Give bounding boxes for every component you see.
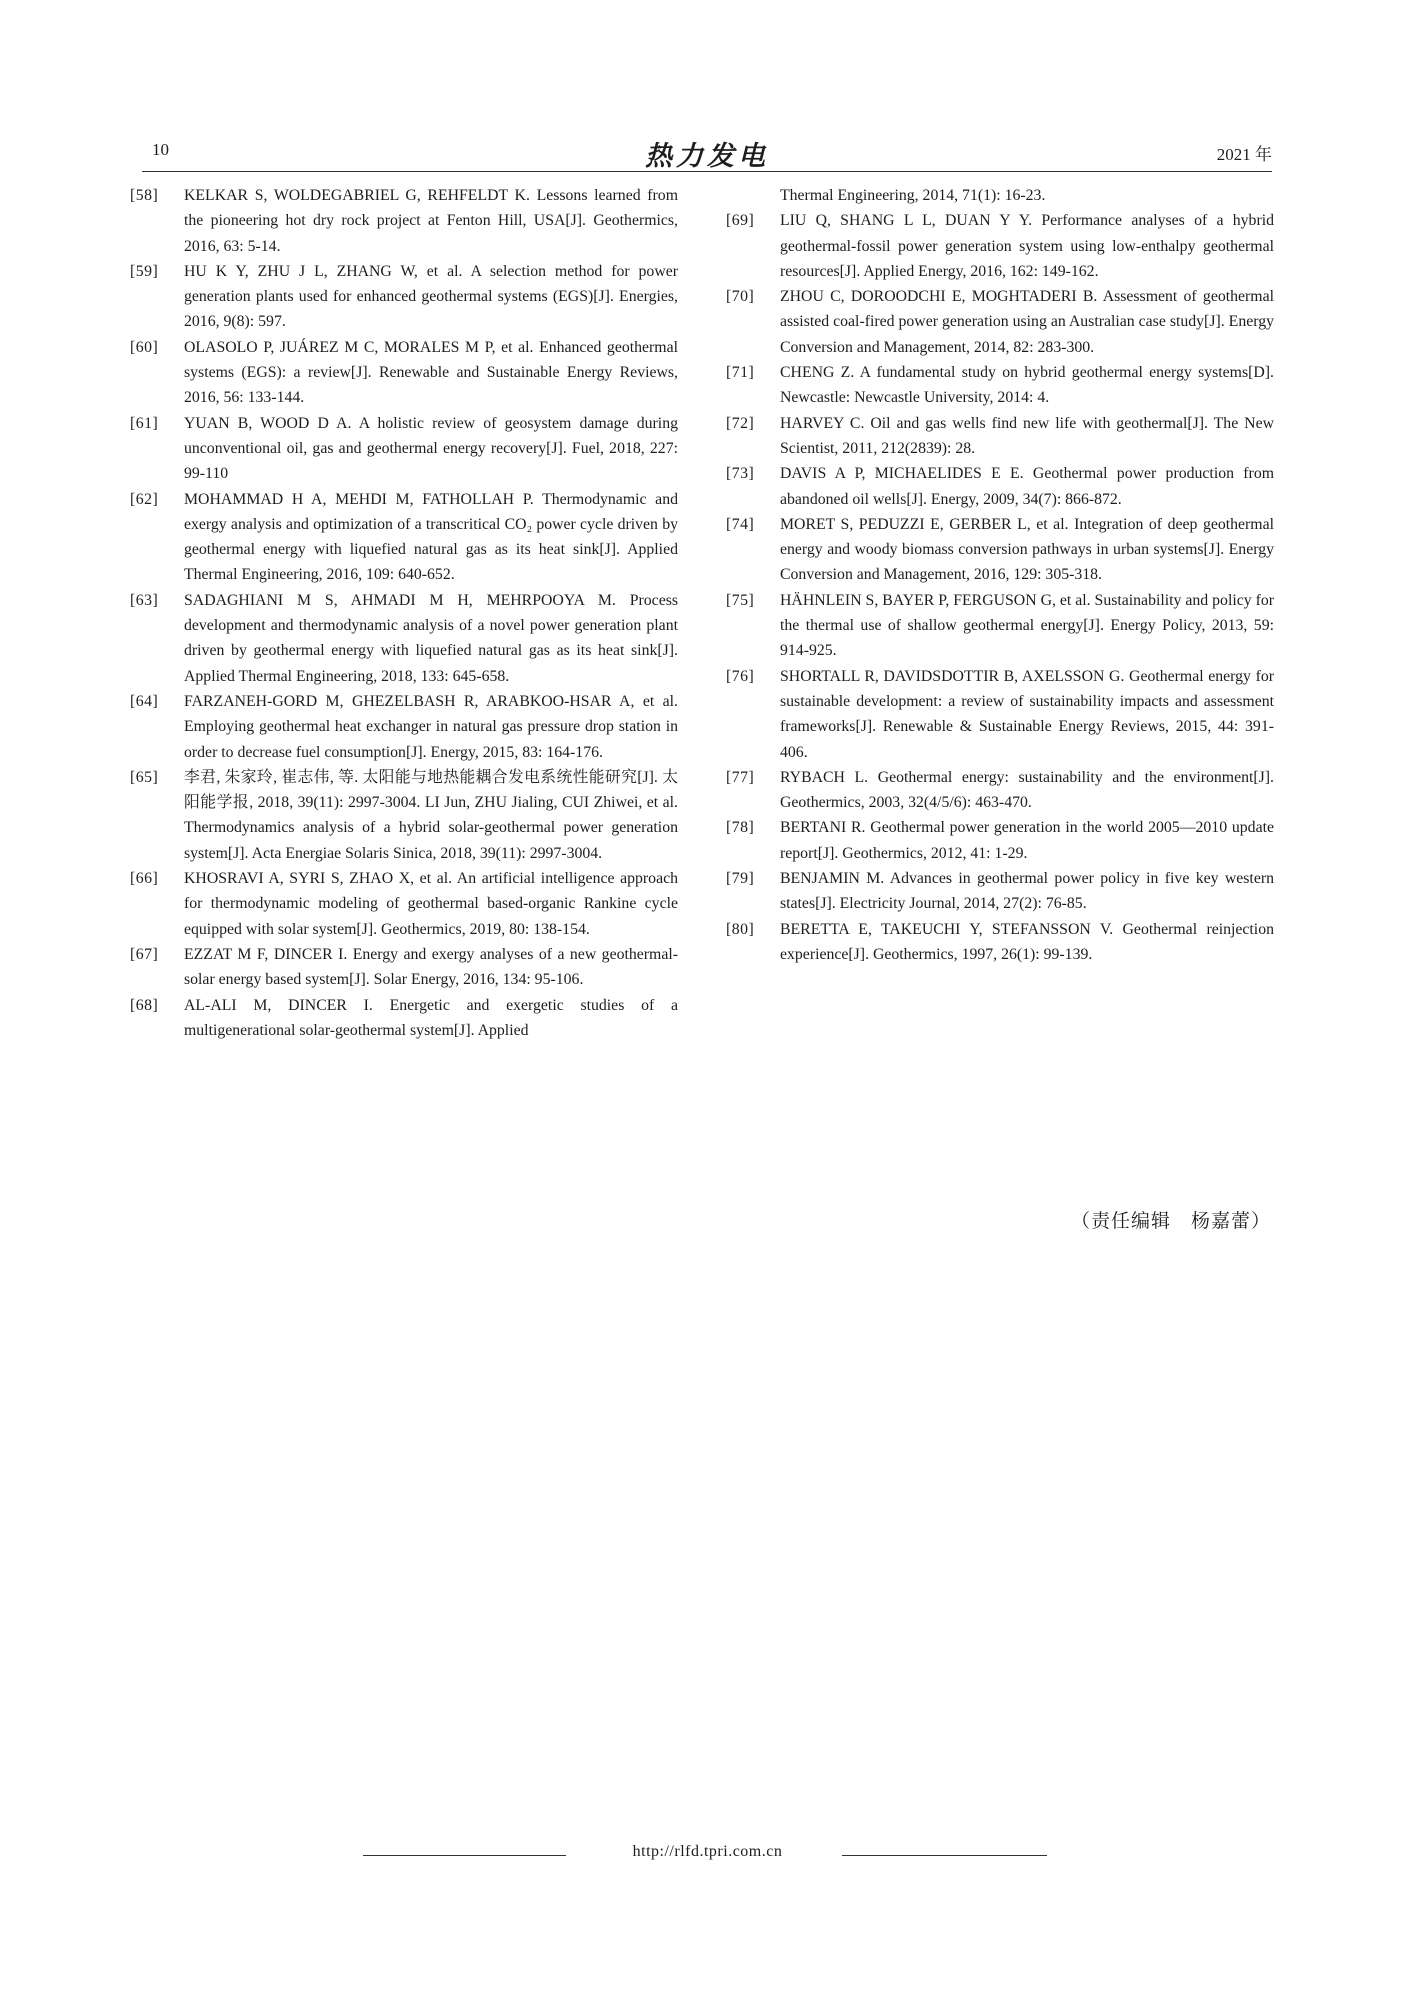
reference-item (726, 588, 1274, 664)
reference-number: [72] (726, 414, 755, 432)
reference-text: BENJAMIN M. Advances in geothermal power policy in five key western states[J]. Electricity Journal, 2014, 27(2): 76-85. (780, 870, 1274, 913)
reference-item (130, 335, 678, 411)
reference-text: HU K Y, ZHU J L, ZHANG W, et al. A selection method for power generation plants used for enhanced geothermal systems (EGS)[J]. Energies, 2016, 9(8): 597. (184, 262, 678, 331)
reference-text: CHENG Z. A fundamental study on hybrid geothermal energy systems[D]. Newcastle: Newcastle University, 2014: 4. (780, 364, 1274, 407)
reference-item (726, 664, 1274, 765)
reference-text: BERETTA E, TAKEUCHI Y, STEFANSSON V. Geothermal reinjection experience[J]. Geothermics, 1997, 26(1): 99-139. (780, 920, 1274, 963)
reference-text: HÄHNLEIN S, BAYER P, FERGUSON G, et al. Sustainability and policy for the thermal use of shallow geothermal energy[J]. Energy Policy, 2013, 59: 914-925. (780, 591, 1274, 660)
reference-item (726, 208, 1274, 284)
reference-number: [64] (130, 692, 159, 710)
reference-text: KHOSRAVI A, SYRI S, ZHAO X, et al. An artificial intelligence approach for thermodynamic modeling of geothermal based-organic Rankine cycle equipped with solar system[J]. Geothermics, 2019, 80: 138-154. (184, 870, 678, 938)
reference-number: [65] (130, 768, 159, 786)
reference-number: [75] (726, 591, 755, 609)
reference-continuation (726, 183, 1274, 208)
reference-text: DAVIS A P, MICHAELIDES E E. Geothermal power production from abandoned oil wells[J]. Energy, 2009, 34(7): 866-872. (780, 465, 1274, 508)
reference-number: [68] (130, 996, 159, 1014)
issue-year: 2021 年 (1216, 145, 1272, 164)
reference-number: [59] (130, 262, 159, 280)
reference-number: [62] (130, 490, 159, 508)
reference-number: [71] (726, 364, 755, 382)
reference-number: [76] (726, 667, 755, 685)
reference-number: [74] (726, 515, 755, 533)
reference-item (130, 765, 678, 866)
reference-text: 李君, 朱家玲, 崔志伟, 等. 太阳能与地热能耦合发电系统性能研究[J]. 太阳能学报, 2018, 39(11): 2997-3004. LI Jun, ZHU Jialing, CUI Zhiwei, et al. Thermodynamics analysis of a hybrid solar-geothermal power generation system[J]. Acta Energiae Solaris Sinica, 2018, 39(11): 2997-3004. (184, 768, 678, 862)
reference-item (130, 259, 678, 335)
reference-number: [69] (726, 212, 755, 230)
reference-text: Thermal Engineering, 2014, 71(1): 16-23. (780, 187, 1046, 204)
reference-number: [78] (726, 819, 755, 837)
reference-number: [80] (726, 920, 755, 938)
reference-item (726, 411, 1274, 462)
reference-item (726, 917, 1274, 968)
reference-number: [60] (130, 338, 159, 356)
reference-text: AL-ALI M, DINCER I. Energetic and exergetic studies of a multigenerational solar-geothermal system[J]. Applied (184, 996, 678, 1039)
reference-text: SADAGHIANI M S, AHMADI M H, MEHRPOOYA M. Process development and thermodynamic analysis of a novel power generation plant driven by geothermal energy with liquefied natural gas as its heat sink[J]. Applied Thermal Engineering, 2018, 133: 645-658. (184, 591, 678, 685)
reference-number: [79] (726, 870, 755, 888)
reference-number: [67] (130, 945, 159, 963)
reference-number: [63] (130, 591, 159, 609)
reference-number: [70] (726, 288, 755, 306)
reference-item (130, 942, 678, 993)
reference-text: MOHAMMAD H A, MEHDI M, FATHOLLAH P. Thermodynamic and exergy analysis and optimization of a transcritical CO₂ power cycle driven by geothermal energy with liquefied natural gas as its heat sink[J]. Applied Thermal Engineering, 2016, 109: 640-652. (184, 490, 678, 584)
header-divider (142, 171, 1272, 172)
reference-item (130, 588, 678, 689)
reference-item (726, 461, 1274, 512)
reference-number: [77] (726, 768, 755, 786)
reference-text: KELKAR S, WOLDEGABRIEL G, REHFELDT K. Lessons learned from the pioneering hot dry rock project at Fenton Hill, USA[J]. Geothermics, 2016, 63: 5-14. (184, 187, 678, 255)
references-right-column (726, 183, 1274, 967)
reference-text: MORET S, PEDUZZI E, GERBER L, et al. Integration of deep geothermal energy and woody biomass conversion pathways in urban systems[J]. Energy Conversion and Management, 2016, 129: 305-318. (780, 515, 1274, 584)
reference-number: [73] (726, 465, 755, 483)
reference-text: RYBACH L. Geothermal energy: sustainability and the environment[J]. Geothermics, 2003, 32(4/5/6): 463-470. (780, 768, 1274, 812)
reference-number: [66] (130, 870, 159, 888)
reference-text: OLASOLO P, JUÁREZ M C, MORALES M P, et al. Enhanced geothermal systems (EGS): a review[J]. Renewable and Sustainable Energy Reviews, 2016, 56: 133-144. (184, 338, 678, 407)
reference-text: LIU Q, SHANG L L, DUAN Y Y. Performance analyses of a hybrid geothermal-fossil power generation system using low-enthalpy geothermal resources[J]. Applied Energy, 2016, 162: 149-162. (780, 212, 1274, 280)
footer-rule-right (842, 1855, 1047, 1856)
reference-item (130, 866, 678, 942)
reference-item (726, 815, 1274, 866)
reference-item (130, 689, 678, 765)
reference-item (726, 512, 1274, 588)
reference-number: [58] (130, 187, 159, 204)
running-header (142, 136, 1272, 170)
reference-item (726, 866, 1274, 917)
reference-item (726, 765, 1274, 816)
journal-title: 热力发电 (645, 141, 769, 171)
page-number: 10 (152, 140, 169, 159)
reference-text: SHORTALL R, DAVIDSDOTTIR B, AXELSSON G. Geothermal energy for sustainable development: a review of sustainability impacts and assessment frameworks[J]. Renewable & Sustainable Energy Reviews, 2015, 44: 391-406. (780, 667, 1274, 761)
page-footer (0, 1843, 1415, 1867)
reference-item (726, 360, 1274, 411)
reference-text: ZHOU C, DOROODCHI E, MOGHTADERI B. Assessment of geothermal assisted coal-fired power generation using an Australian case study[J]. Energy Conversion and Management, 2014, 82: 283-300. (780, 288, 1274, 356)
reference-number: [61] (130, 414, 159, 432)
reference-item (130, 993, 678, 1044)
reference-item (130, 487, 678, 588)
responsible-editor-note: （责任编辑 杨嘉蕾） (1070, 1211, 1271, 1232)
reference-text: BERTANI R. Geothermal power generation in the world 2005—2010 update report[J]. Geothermics, 2012, 41: 1-29. (780, 819, 1274, 862)
reference-item (726, 284, 1274, 360)
reference-item (130, 411, 678, 487)
footer-url: http://rlfd.tpri.com.cn (632, 1843, 783, 1860)
references-left-column (130, 183, 678, 1043)
reference-text: YUAN B, WOOD D A. A holistic review of geosystem damage during unconventional oil, gas and geothermal energy recovery[J]. Fuel, 2018, 227: 99-110 (184, 414, 678, 483)
reference-text: HARVEY C. Oil and gas wells find new life with geothermal[J]. The New Scientist, 2011, 212(2839): 28. (780, 414, 1274, 457)
reference-text: FARZANEH-GORD M, GHEZELBASH R, ARABKOO-HSAR A, et al. Employing geothermal heat exchanger in natural gas pressure drop station in order to decrease fuel consumption[J]. Energy, 2015, 83: 164-176. (184, 692, 678, 761)
reference-text: EZZAT M F, DINCER I. Energy and exergy analyses of a new geothermal-solar energy based system[J]. Solar Energy, 2016, 134: 95-106. (184, 945, 678, 989)
reference-item (130, 183, 678, 259)
